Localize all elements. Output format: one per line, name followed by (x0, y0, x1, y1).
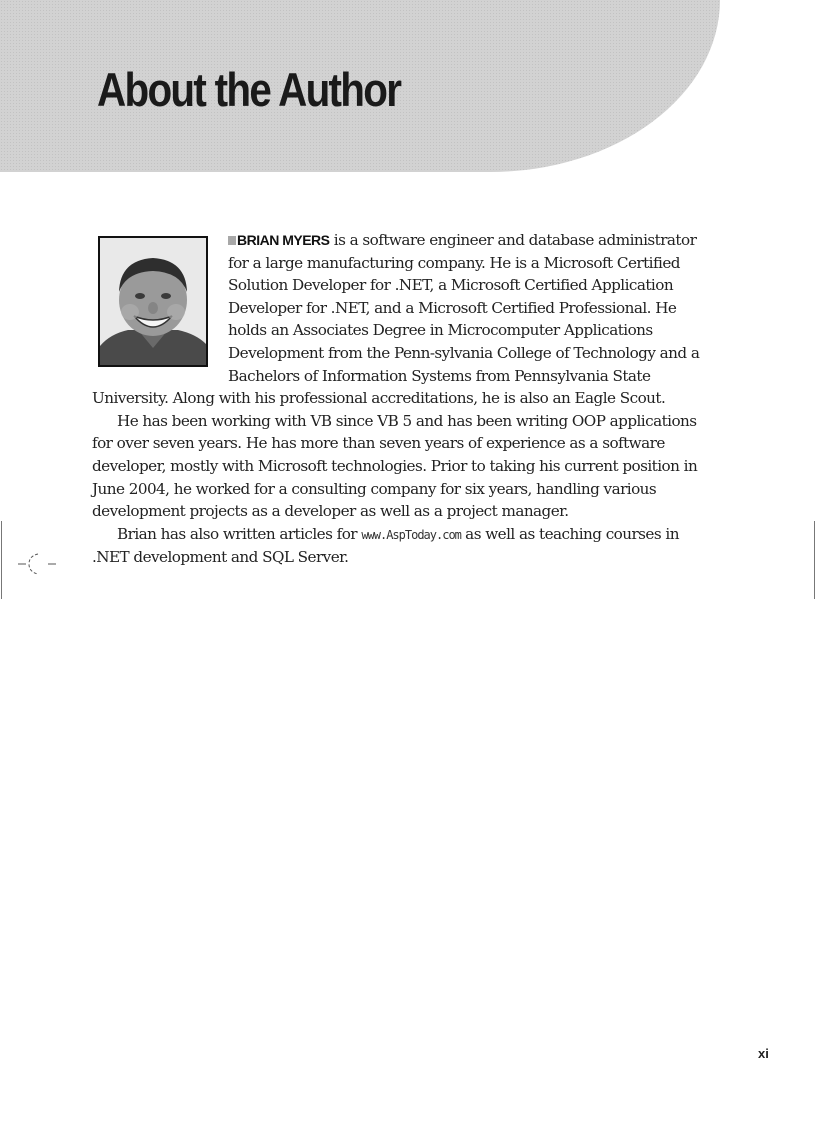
bio-paragraph-3-before: Brian has also written articles for (117, 524, 362, 543)
page-number: xi (758, 1046, 769, 1061)
asptoday-url: www.AspToday.com (361, 527, 461, 542)
photo-spacer (92, 229, 228, 387)
author-name: BRIAN MYERS (237, 232, 330, 248)
author-bio (92, 229, 717, 569)
chapter-title: About the Author (97, 63, 401, 116)
bio-paragraph-3-after: as well as teaching courses in .NET development and SQL Server. (92, 524, 679, 567)
bio-paragraph-3 (92, 523, 717, 569)
lead-square-icon (228, 236, 236, 245)
crop-mark-icon (18, 552, 60, 576)
right-margin-rule (814, 521, 815, 599)
bio-paragraph-1-text: is a software engineer and database administrator for a large manufacturing company. He is a Microsoft Certified Solution Developer for .NET, a Microsoft Certified Application Developer for .NET, and a Microsoft Certified Professional. He holds an Associates Degree in Microcomputer Applications Development from the Penn-sylvania College of Technology and a Bachelors of Information Systems from Pennsylvania State University. Along with his professional accreditations, he is also an Eagle Scout. (92, 231, 700, 408)
left-margin-rule (1, 521, 2, 599)
bio-paragraph-2: He has been working with VB since VB 5 and has been writing OOP applications for over seven years. He has more than seven years of experience as a software developer, mostly with Microsoft technologies. Prior to taking his current position in June 2004, he worked for a consulting company for six years, handling various development projects as a developer as well as a project manager. (92, 411, 698, 521)
